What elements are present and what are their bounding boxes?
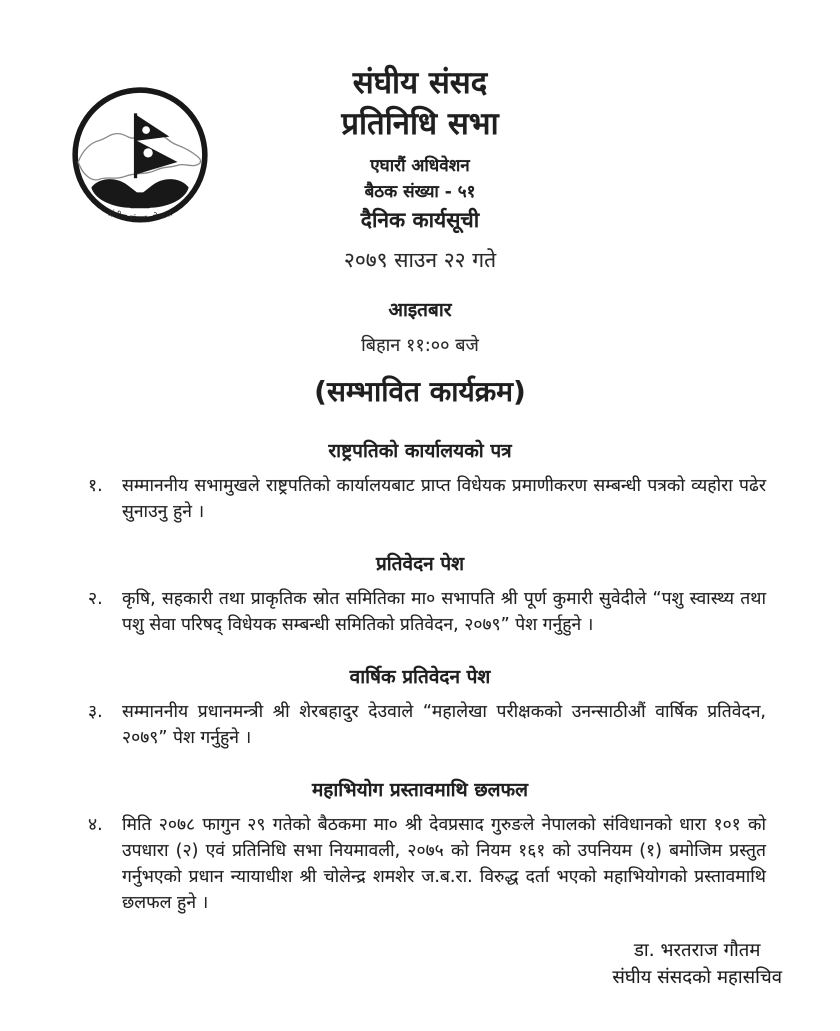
flag-pole xyxy=(134,113,137,178)
signature-block xyxy=(612,937,782,991)
item-text: मिति २०७८ फागुन २९ गतेको बैठकमा मा० श्री देवप्रसाद गुरुङले नेपालको संविधानको धारा १०१ को उपधारा (२) एवं प्रतिनिधि सभा नियमावली, २०७५ को नियम १६१ को उपनियम (१) बमोजिम प्रस्तुत गर्नुभएको प्रधान न्यायाधीश श्री चोलेन्द्र शमशेर ज.ब.रा. विरुद्ध दर्ता भएको महाभियोगको प्रस्तावमाथि छलफल हुने । xyxy=(122,814,766,913)
vessel-stripe xyxy=(129,204,151,208)
flag-moon xyxy=(142,126,150,134)
doc-weekday: आइतबार xyxy=(388,298,452,321)
doc-type-title: दैनिक कार्यसूची xyxy=(360,207,480,232)
item-number: ३. xyxy=(88,701,103,722)
section-heading: प्रतिवेदन पेश xyxy=(375,552,465,575)
vessel-stripe xyxy=(129,192,151,196)
agenda-item xyxy=(0,699,840,751)
vessel-stripe xyxy=(127,198,153,202)
org-title: संघीय संसद xyxy=(352,65,488,101)
item-text: कृषि, सहकारी तथा प्राकृतिक स्रोत समितिका मा० सभापति श्री पूर्ण कुमारी सुवेदीले “पशु स्वास्थ्य तथा पशु सेवा परिषद् विधेयक सम्बन्धी समितिको प्रतिवेदन, २०७९” पेश गर्नुहुने । xyxy=(122,588,766,635)
seal-caption: संघीय संसद, नेपाल xyxy=(105,208,175,225)
agenda-body xyxy=(0,437,840,916)
item-number: २. xyxy=(88,588,103,609)
signatory-name: डा. भरतराज गौतम xyxy=(634,939,761,961)
signatory-title: संघीय संसदको महासचिव xyxy=(612,966,782,988)
item-text: सम्माननीय सभामुखले राष्ट्रपतिको कार्यालयबाट प्राप्त विधेयक प्रमाणीकरण सम्बन्धी पत्रको व्यहोरा पढेर सुनाउनु हुने । xyxy=(122,475,766,522)
agenda-item xyxy=(0,812,840,916)
doc-date: २०७९ साउन २२ गते xyxy=(343,247,497,272)
section-heading: वार्षिक प्रतिवेदन पेश xyxy=(349,665,491,688)
parliament-seal-logo xyxy=(64,82,216,244)
meeting-number: बैठक संख्या - ५१ xyxy=(364,181,476,202)
house-title: प्रतिनिधि सभा xyxy=(341,105,499,142)
program-note: (सम्भावित कार्यक्रम) xyxy=(314,374,526,408)
parliament-seal-graphic xyxy=(64,82,216,244)
agenda-item xyxy=(0,586,840,638)
section-heading: महाभियोग प्रस्तावमाथि छलफल xyxy=(311,778,529,801)
flag-sun xyxy=(143,148,152,157)
item-number: १. xyxy=(88,475,103,496)
item-text: सम्माननीय प्रधानमन्त्री श्री शेरबहादुर देउवाले “महालेखा परीक्षकको उनन्साठीऔं वार्षिक प्रतिवेदन, २०७९” पेश गर्नुहुने । xyxy=(122,701,766,748)
section-heading: राष्ट्रपतिको कार्यालयको पत्र xyxy=(328,439,512,462)
agenda-item xyxy=(0,473,840,525)
session-line: एघारौं अधिवेशन xyxy=(370,155,470,176)
item-number: ४. xyxy=(88,814,103,835)
doc-time: बिहान ११:०० बजे xyxy=(361,334,479,356)
